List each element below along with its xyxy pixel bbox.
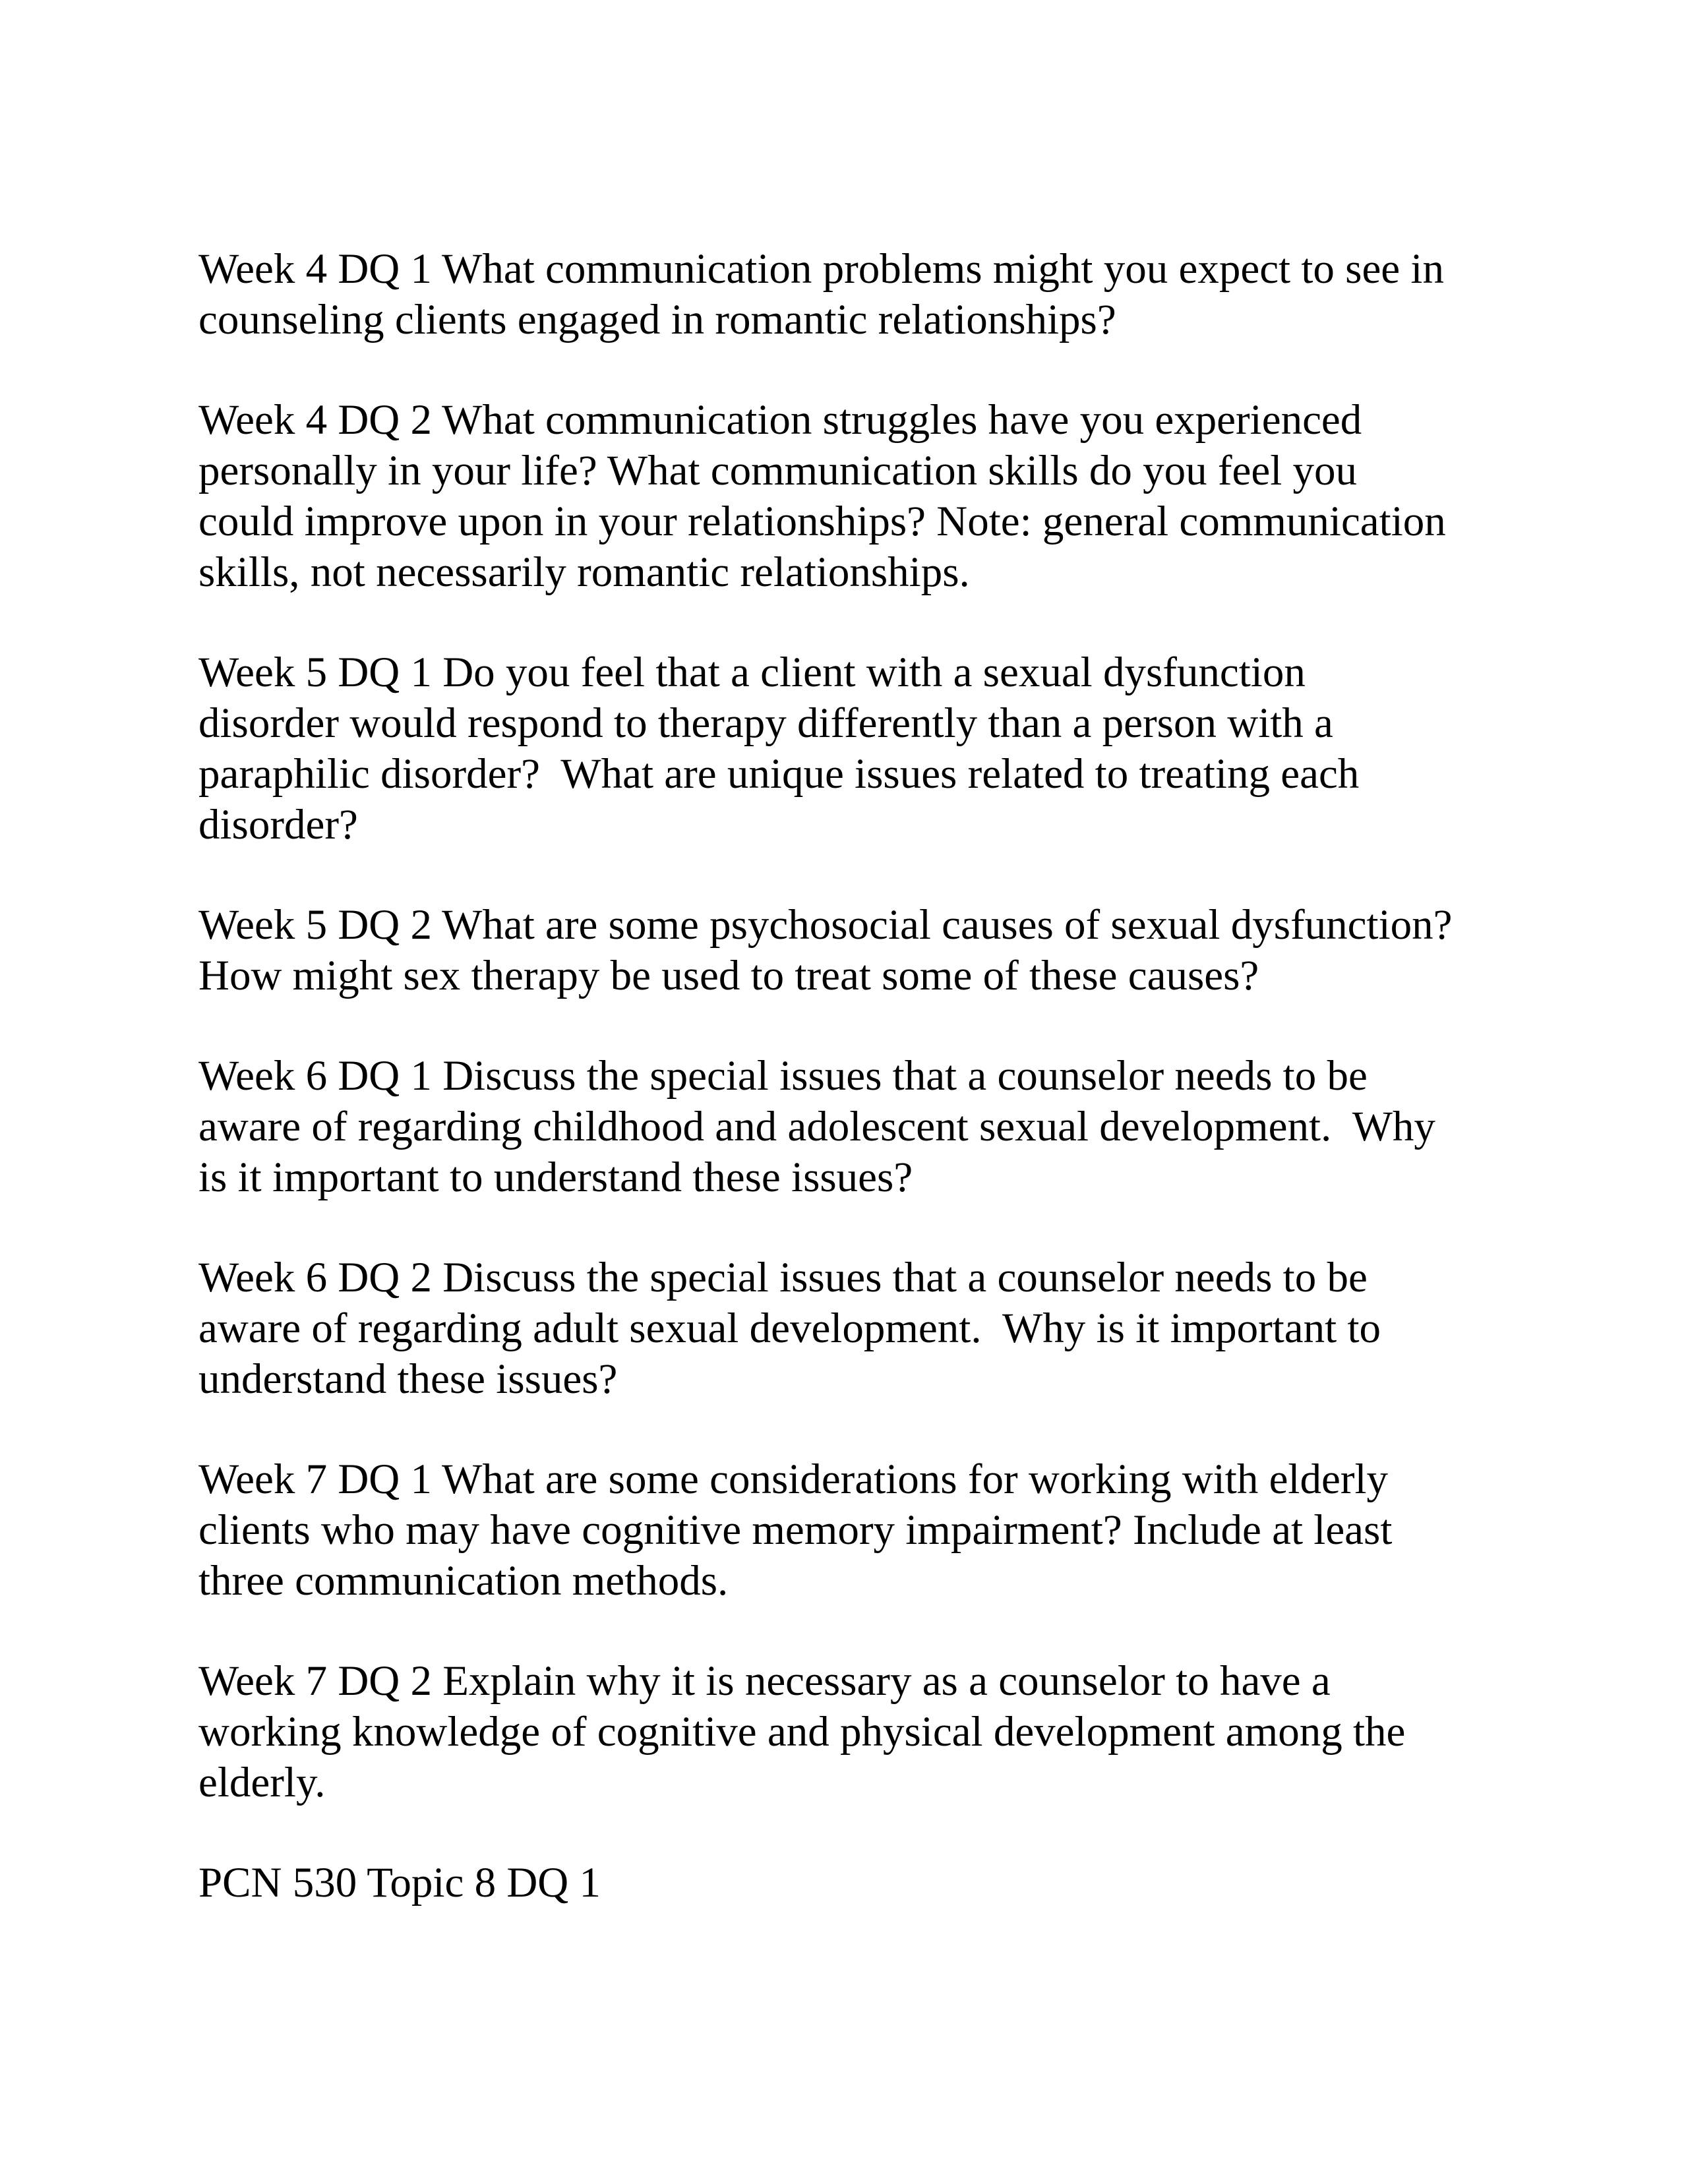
- text-line: personally in your life? What communication skills do you feel you: [198, 447, 1358, 494]
- paragraph-week4-dq1: [198, 244, 1517, 345]
- text-line: is it important to understand these issues?: [198, 1154, 913, 1201]
- document-body: [198, 244, 1517, 1958]
- text-line: aware of regarding adult sexual development. Why is it important to: [198, 1305, 1381, 1352]
- text-line: Week 4 DQ 1 What communication problems might you expect to see in: [198, 245, 1444, 293]
- text-line: Week 6 DQ 1 Discuss the special issues that a counselor needs to be: [198, 1052, 1368, 1100]
- paragraph-week6-dq1: [198, 1051, 1517, 1203]
- text-line: Week 7 DQ 2 Explain why it is necessary as a counselor to have a: [198, 1657, 1331, 1705]
- text-line: clients who may have cognitive memory impairment? Include at least: [198, 1506, 1393, 1554]
- paragraph-week4-dq2: [198, 395, 1517, 598]
- paragraph-week6-dq2: [198, 1253, 1517, 1405]
- text-line: working knowledge of cognitive and physical development among the: [198, 1708, 1406, 1756]
- text-line: understand these issues?: [198, 1355, 618, 1403]
- text-line: Week 5 DQ 1 Do you feel that a client with a sexual dysfunction: [198, 649, 1306, 696]
- paragraph-week7-dq2: [198, 1656, 1517, 1808]
- text-line: disorder would respond to therapy differently than a person with a: [198, 699, 1333, 747]
- text-line: elderly.: [198, 1759, 326, 1806]
- text-line: paraphilic disorder? What are unique issues related to treating each: [198, 750, 1360, 798]
- text-line: aware of regarding childhood and adolescent sexual development. Why: [198, 1103, 1435, 1150]
- paragraph-topic8-heading: [198, 1858, 1517, 1908]
- text-line: counseling clients engaged in romantic relationships?: [198, 296, 1116, 343]
- text-line: PCN 530 Topic 8 DQ 1: [198, 1859, 601, 1906]
- paragraph-week7-dq1: [198, 1454, 1517, 1607]
- text-line: could improve upon in your relationships? Note: general communication: [198, 498, 1446, 545]
- paragraph-week5-dq1: [198, 647, 1517, 850]
- paragraph-week5-dq2: [198, 900, 1517, 1001]
- text-line: Week 5 DQ 2 What are some psychosocial causes of sexual dysfunction?: [198, 901, 1453, 949]
- text-line: Week 4 DQ 2 What communication struggles have you experienced: [198, 396, 1362, 444]
- text-line: Week 7 DQ 1 What are some considerations for working with elderly: [198, 1456, 1389, 1503]
- text-line: skills, not necessarily romantic relationships.: [198, 548, 970, 596]
- text-line: disorder?: [198, 801, 358, 848]
- text-line: Week 6 DQ 2 Discuss the special issues that a counselor needs to be: [198, 1254, 1368, 1301]
- text-line: three communication methods.: [198, 1557, 729, 1605]
- text-line: How might sex therapy be used to treat some of these causes?: [198, 952, 1259, 999]
